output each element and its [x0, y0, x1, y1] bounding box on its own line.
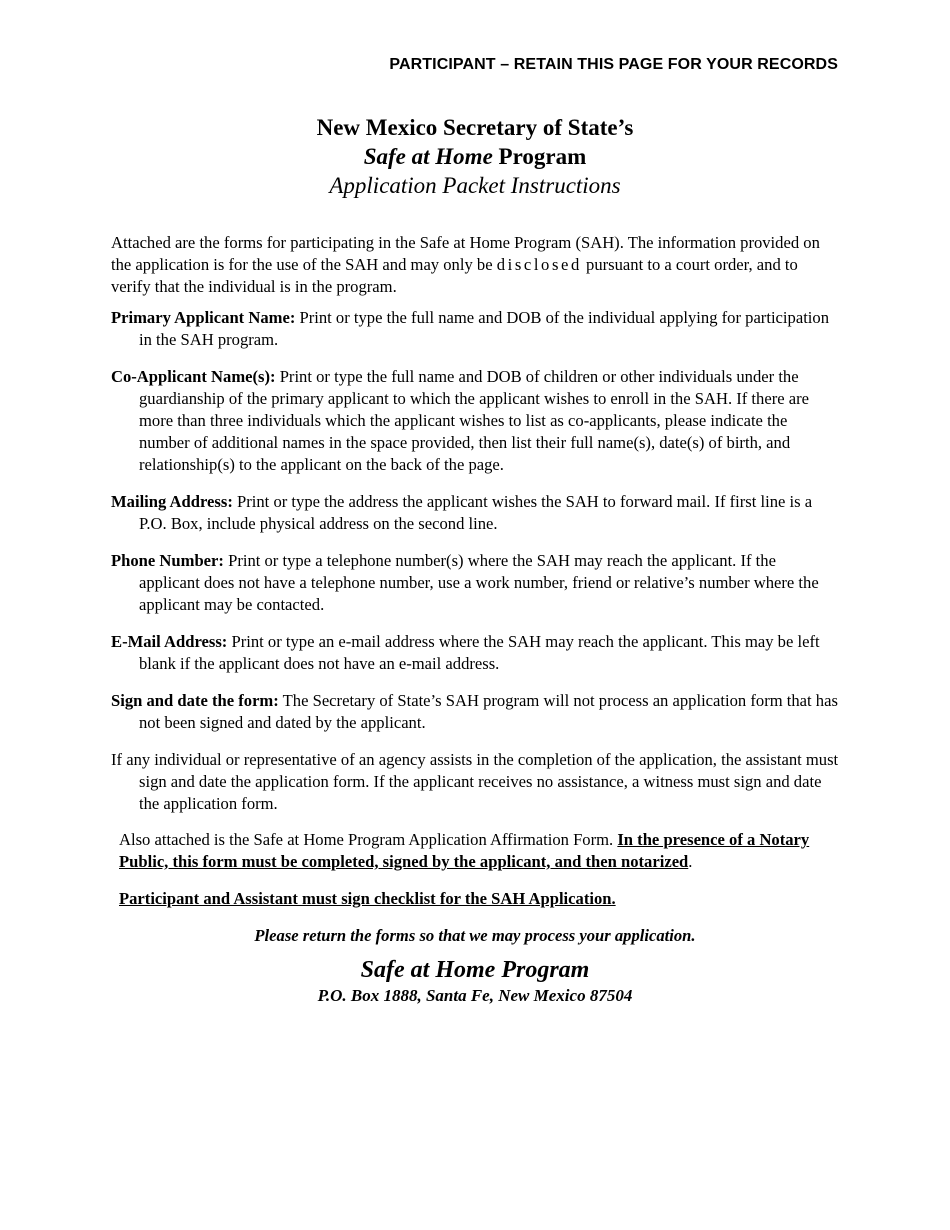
document-title [0, 113, 950, 200]
affirmation-paragraph [119, 829, 839, 873]
section-label: Primary Applicant Name: [111, 308, 296, 327]
title-agency: New Mexico Secretary of State’s [316, 115, 634, 140]
intro-text-after: pursuant to a court order, and to verify that the individual is in the program. [111, 255, 798, 296]
checklist-note: Participant and Assistant must sign checklist for the SAH Application. [119, 889, 616, 908]
section-text: Print or type an e-mail address where the SAH may reach the applicant. This may be left blank if the applicant does not have an e-mail address. [139, 632, 820, 673]
affirmation-emphasis: In the presence of a Notary Public, this form must be completed, signed by the applicant, and then notarized [119, 830, 810, 871]
assistance-paragraph: If any individual or representative of an agency assists in the completion of the application, the assistant must sign and date the application form. If the applicant receives no assistance, a witness must sign and date the application form. [111, 750, 839, 813]
instructions-body [111, 232, 839, 1007]
section-label: Mailing Address: [111, 492, 233, 511]
section-label: Co-Applicant Name(s): [111, 367, 276, 386]
section-text: Print or type the full name and DOB of children or other individuals under the guardianship of the primary applicant to which the applicant wishes to enroll in the SAH. If there are more than three individuals which the applicant wishes to list as co-applicants, please indicate the number of additional names in the space provided, then list their full name(s), date(s) of birth, and relationship(s) to the applicant on the back of the page. [139, 367, 810, 474]
section-label: Sign and date the form: [111, 691, 279, 710]
section-sign-and-date [111, 690, 839, 734]
title-subtitle: Application Packet Instructions [329, 173, 621, 198]
section-text: Print or type the address the applicant wishes the SAH to forward mail. If first line is a P.O. Box, include physical address on the second line. [139, 492, 813, 533]
title-program-rest: Program [492, 144, 587, 169]
intro-paragraph [111, 232, 839, 298]
section-phone-number [111, 550, 839, 616]
intro-text-before: Attached are the forms for participating in the Safe at Home Program (SAH). The information provided on the application is for the use of the SAH and may only be [111, 233, 820, 274]
return-note: Please return the forms so that we may process your application. [254, 926, 696, 945]
title-program-italic: Safe at Home [363, 144, 493, 169]
section-primary-applicant [111, 307, 839, 351]
section-text: Print or type a telephone number(s) where the SAH may reach the applicant. If the applicant does not have a telephone number, use a work number, friend or relative’s number where the applicant may be contacted. [139, 551, 819, 614]
section-co-applicant [111, 366, 839, 476]
program-name: Safe at Home Program [360, 957, 590, 983]
section-label: E-Mail Address: [111, 632, 228, 651]
intro-spaced-word: disclosed [496, 255, 582, 274]
records-notice: PARTICIPANT – RETAIN THIS PAGE FOR YOUR RECORDS [389, 56, 838, 73]
section-mailing-address [111, 491, 839, 535]
section-label: Phone Number: [111, 551, 224, 570]
section-text: The Secretary of State’s SAH program will not process an application form that has not been signed and dated by the applicant. [139, 691, 838, 732]
affirmation-text: Also attached is the Safe at Home Program Application Affirmation Form. [119, 830, 618, 849]
section-email-address [111, 631, 839, 675]
section-text: Print or type the full name and DOB of the individual applying for participation in the SAH program. [139, 308, 830, 349]
affirmation-end: . [688, 852, 693, 871]
title-program [0, 142, 950, 171]
program-address: P.O. Box 1888, Santa Fe, New Mexico 87504 [317, 986, 633, 1005]
